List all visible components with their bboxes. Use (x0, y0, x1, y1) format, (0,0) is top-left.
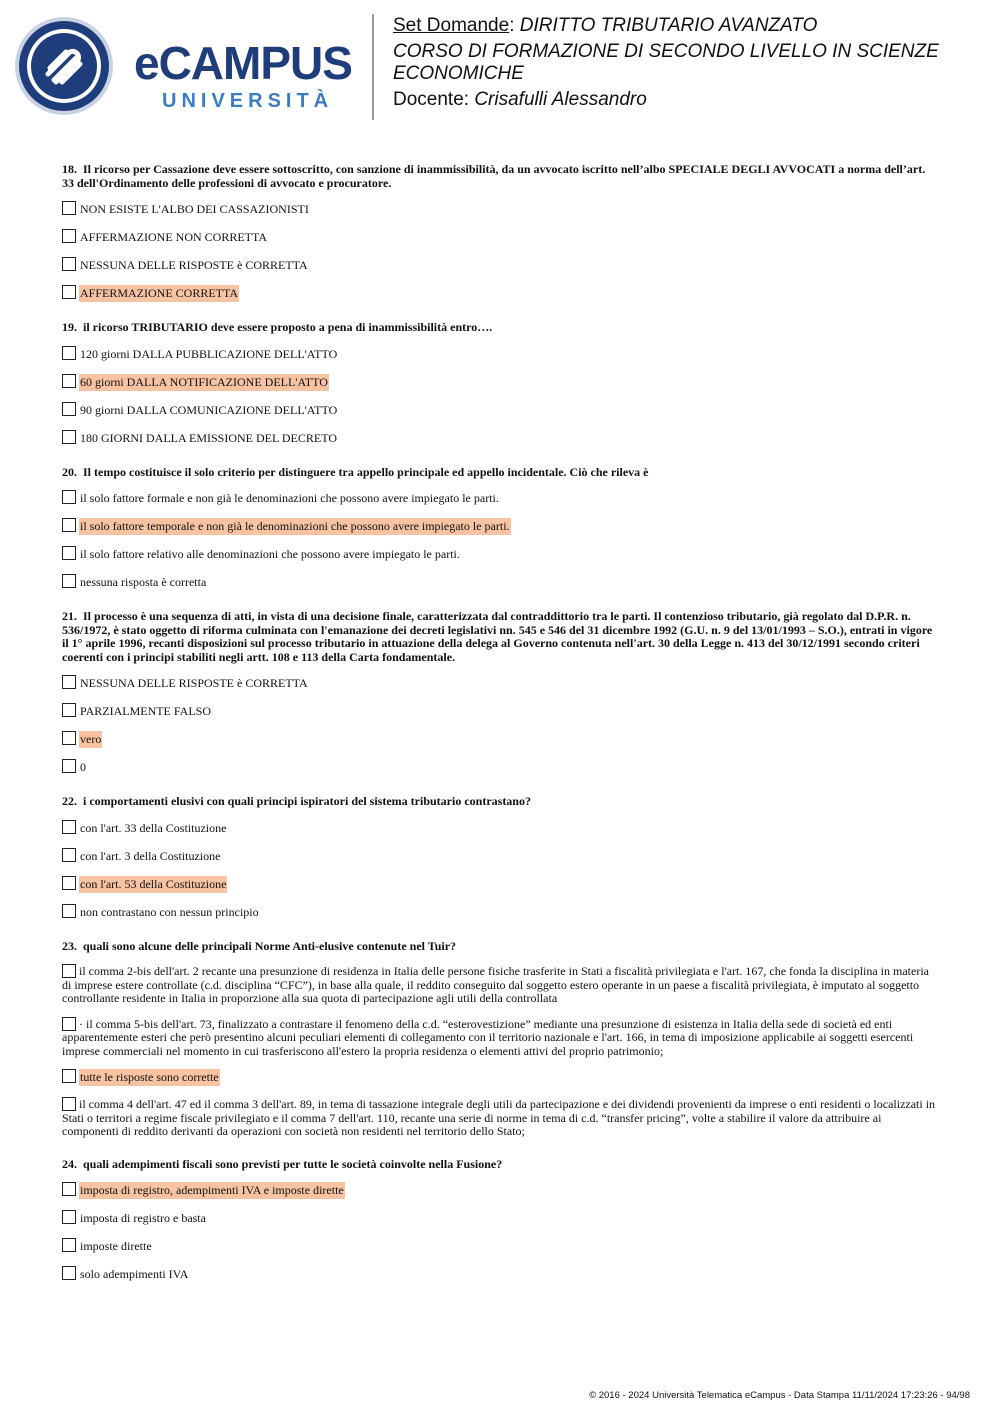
checkbox-icon[interactable] (62, 201, 76, 215)
question-text (62, 940, 940, 954)
checkbox-icon[interactable] (62, 848, 76, 862)
answer-option-correct[interactable] (62, 1069, 940, 1086)
answer-option-label: · il comma 5-bis dell'art. 73, finalizzato a contrastare il fenomeno della c.d. “esterovestizione” mediante una presunzione di esistenza in Italia della sede di società ed enti apparentemente esteri che però presentino alcuni peculiari elementi di collegamento con il territorio nazionale e l'art. 166, in tema di imposizione applicabile ai soggetti esercenti imprese commerciali nel momento in cui trasferiscono all'estero la propria residenza o elementi attivi del proprio patrimonio; (62, 1016, 914, 1058)
checkbox-icon[interactable] (62, 703, 76, 717)
answer-option[interactable] (62, 703, 940, 720)
answer-option[interactable] (62, 759, 940, 776)
checkbox-icon[interactable] (62, 1266, 76, 1280)
question-number: 23. (62, 938, 77, 953)
answer-option[interactable] (62, 402, 940, 419)
answer-option-label: con l'art. 3 della Costituzione (80, 848, 221, 863)
header-divider (372, 14, 374, 120)
question-number: 20. (62, 464, 77, 479)
answer-option-label: AFFERMAZIONE CORRETTA (80, 286, 239, 300)
question-block (62, 940, 940, 1139)
answer-option-label: 0 (80, 760, 86, 774)
question-body: quali adempimenti fiscali sono previsti per tutte le società coinvolte nella Fusione? (83, 1156, 503, 1171)
checkbox-icon[interactable] (62, 876, 76, 890)
checkbox-icon[interactable] (62, 1238, 76, 1252)
answer-option[interactable] (62, 675, 940, 692)
checkbox-icon[interactable] (62, 675, 76, 689)
checkbox-icon[interactable] (62, 546, 76, 560)
checkbox-icon[interactable] (62, 374, 76, 388)
answer-option-label: PARZIALMENTE FALSO (80, 704, 212, 718)
answer-option[interactable] (62, 490, 940, 507)
teacher-label: Docente: (393, 89, 470, 110)
checkbox-icon[interactable] (62, 346, 76, 360)
answer-option-label: AFFERMAZIONE NON CORRETTA (80, 230, 268, 244)
page-header (0, 0, 1000, 130)
question-text (62, 610, 940, 664)
set-label: Set Domande (393, 15, 510, 36)
answer-option-label: NESSUNA DELLE RISPOSTE è CORRETTA (80, 676, 308, 690)
checkbox-icon[interactable] (62, 759, 76, 773)
question-number: 24. (62, 1156, 77, 1171)
answer-option-label: il comma 4 dell'art. 47 ed il comma 3 dell'art. 89, in tema di tassazione integrale degli utili da partecipazione e dei dividendi provenienti da imprese o enti residenti o localizzati in Stati o territori a regime fiscale privilegiato e il comma 7 dell'art. 110, recante una serie di norme in tema di c.d. “transfer pricing”, volte a stabilire il valore da attribuire ai componenti di reddito derivanti da operazioni con società non residenti nel territorio dello Stato; (62, 1097, 936, 1138)
checkbox-icon[interactable] (62, 731, 76, 745)
checkbox-icon[interactable] (62, 1210, 76, 1224)
answer-option-label: con l'art. 53 della Costituzione (80, 876, 227, 891)
answer-option[interactable] (62, 574, 940, 591)
set-title: DIRITTO TRIBUTARIO AVANZATO (519, 15, 818, 36)
answer-option[interactable] (62, 546, 940, 563)
ecampus-logo (14, 14, 359, 118)
answer-option-label: con l'art. 33 della Costituzione (80, 820, 227, 835)
answer-option[interactable] (62, 201, 940, 218)
question-block (62, 610, 940, 776)
question-body: Il ricorso per Cassazione deve essere sottoscritto, con sanzione di inammissibilità, da un avvocato iscritto nell’albo SPECIALE DEGLI AVVOCATI a norma dell’art. 33 dell'Ordinamento delle professioni di avvocato e procuratore. (62, 162, 926, 190)
answer-option-label: vero (80, 732, 102, 746)
checkbox-icon[interactable] (62, 964, 76, 978)
answer-option[interactable] (62, 257, 940, 274)
answer-option-label: imposta di registro e basta (80, 1211, 206, 1225)
question-body: i comportamenti elusivi con quali principi ispiratori del sistema tributario contrastano? (83, 794, 531, 808)
answer-option[interactable] (62, 820, 940, 837)
checkbox-icon[interactable] (62, 1097, 76, 1111)
question-block (62, 466, 940, 592)
teacher-name: Crisafulli Alessandro (474, 89, 647, 110)
answer-option[interactable] (62, 1238, 940, 1255)
answer-option-label: il solo fattore temporale e non già le denominazioni che possono avere impiegato le parti. (80, 519, 510, 533)
question-text (62, 795, 940, 809)
checkbox-icon[interactable] (62, 1182, 76, 1196)
checkbox-icon[interactable] (62, 820, 76, 834)
answer-option-label: imposta di registro, adempimenti IVA e imposte dirette (80, 1183, 344, 1197)
answer-option[interactable] (62, 964, 940, 1006)
question-block (62, 163, 940, 302)
question-body: Il processo è una sequenza di atti, in vista di una decisione finale, caratterizzata dal contraddittorio tra le parti. Il contenzioso tributario, già regolato dal D.P.R. n. 536/1972, è stato oggetto di riforma culminata con l'emanazione dei decreti legislativi nn. 545 e 546 del 31 dicembre 1992 (G.U. n. 9 del 13/01/1993 – S.O.), entrati in vigore il 1° aprile 1996, recanti disposizioni sul processo tributario in attuazione della delega al Governo contenuta nell'art. 30 della Legge n. 413 del 30/12/1991 secondo criteri coerenti con i principi stabiliti negli artt. 108 e 113 della Carta fondamentale. (62, 609, 933, 664)
checkbox-icon[interactable] (62, 518, 76, 532)
answer-option[interactable] (62, 904, 940, 921)
answer-option[interactable] (62, 430, 940, 447)
checkbox-icon[interactable] (62, 904, 76, 918)
question-body: quali sono alcune delle principali Norme Anti-elusive contenute nel Tuir? (83, 938, 457, 953)
answer-option[interactable] (62, 1017, 940, 1059)
checkbox-icon[interactable] (62, 257, 76, 271)
answer-option[interactable] (62, 229, 940, 246)
answer-option-label: solo adempimenti IVA (80, 1267, 189, 1281)
question-block (62, 795, 940, 921)
question-text (62, 321, 940, 335)
answer-option[interactable] (62, 1097, 940, 1139)
answer-option-label: imposte dirette (80, 1239, 152, 1253)
answer-option-label: 60 giorni DALLA NOTIFICAZIONE DELL'ATTO (80, 374, 328, 389)
question-text (62, 466, 940, 480)
question-number: 21. (62, 609, 77, 623)
question-number: 22. (62, 794, 77, 808)
answer-option-label: 180 GIORNI DALLA EMISSIONE DEL DECRETO (80, 430, 337, 445)
question-body: Il tempo costituisce il solo criterio per distinguere tra appello principale ed appello incidentale. Ciò che rileva è (83, 464, 649, 479)
answer-option-label: il solo fattore formale e non già le denominazioni che possono avere impiegato le parti. (80, 491, 499, 505)
teacher-line (393, 89, 983, 111)
checkbox-icon[interactable] (62, 574, 76, 588)
answer-option-label: 120 giorni DALLA PUBBLICAZIONE DELL'ATTO (80, 346, 338, 361)
answer-option[interactable] (62, 848, 940, 865)
set-title-line: Set Domande: DIRITTO TRIBUTARIO AVANZATO (393, 15, 818, 36)
logo-brand-word: eCAMPUS (134, 37, 352, 89)
answer-option-label: nessuna risposta è corretta (80, 575, 207, 589)
answer-option[interactable] (62, 1266, 940, 1283)
answer-option-correct[interactable] (62, 285, 940, 302)
question-number: 18. (62, 162, 77, 176)
page-footer: © 2016 - 2024 Università Telematica eCampus - Data Stampa 11/11/2024 17:23:26 - 94/98 (589, 1390, 970, 1401)
checkbox-icon[interactable] (62, 490, 76, 504)
answer-option-label: NESSUNA DELLE RISPOSTE è CORRETTA (80, 258, 308, 272)
course-title: CORSO DI FORMAZIONE DI SECONDO LIVELLO IN SCIENZE ECONOMICHE (393, 41, 939, 84)
question-body: il ricorso TRIBUTARIO deve essere proposto a pena di inammissibilità entro…. (83, 320, 493, 334)
answer-option-label: il solo fattore relativo alle denominazioni che possono avere impiegato le parti. (80, 547, 460, 561)
answer-option-label: NON ESISTE L'ALBO DEI CASSAZIONISTI (80, 202, 309, 216)
checkbox-icon[interactable] (62, 1069, 76, 1083)
logo-brand-sub: UNIVERSITÀ (162, 90, 334, 112)
answer-option-label: il comma 2-bis dell'art. 2 recante una presunzione di residenza in Italia delle persone fisiche trasferite in Stati a fiscalità privilegiata e l'art. 167, che fonda la disciplina in materia di imprese estere controllate (c.d. disciplina “CFC”), in base alla quale, il reddito conseguito dal soggetto estero operante in un paese a fiscalità privilegiata, è imputato al soggetto controllante residente in Italia in proporzione alla sua quota di partecipazione agli utili della controllata (62, 964, 929, 1005)
checkbox-icon[interactable] (62, 402, 76, 416)
ecampus-emblem-icon (14, 16, 114, 116)
question-list (62, 163, 940, 1302)
answer-option[interactable] (62, 346, 940, 363)
question-text (62, 1158, 940, 1172)
checkbox-icon[interactable] (62, 430, 76, 444)
answer-option-label: tutte le risposte sono corrette (80, 1070, 219, 1084)
answer-option-label: 90 giorni DALLA COMUNICAZIONE DELL'ATTO (80, 402, 338, 417)
answer-option-correct[interactable] (62, 1182, 940, 1199)
answer-option-correct[interactable] (62, 876, 940, 893)
checkbox-icon[interactable] (62, 229, 76, 243)
answer-option-correct[interactable] (62, 731, 940, 748)
checkbox-icon[interactable] (62, 1017, 76, 1031)
answer-option[interactable] (62, 1210, 940, 1227)
answer-option-correct[interactable] (62, 374, 940, 391)
question-block (62, 1158, 940, 1284)
checkbox-icon[interactable] (62, 285, 76, 299)
header-info (393, 15, 983, 111)
question-block (62, 321, 940, 447)
question-text (62, 163, 940, 190)
answer-option-correct[interactable] (62, 518, 940, 535)
question-number: 19. (62, 320, 77, 334)
answer-option-label: non contrastano con nessun principio (80, 904, 259, 919)
